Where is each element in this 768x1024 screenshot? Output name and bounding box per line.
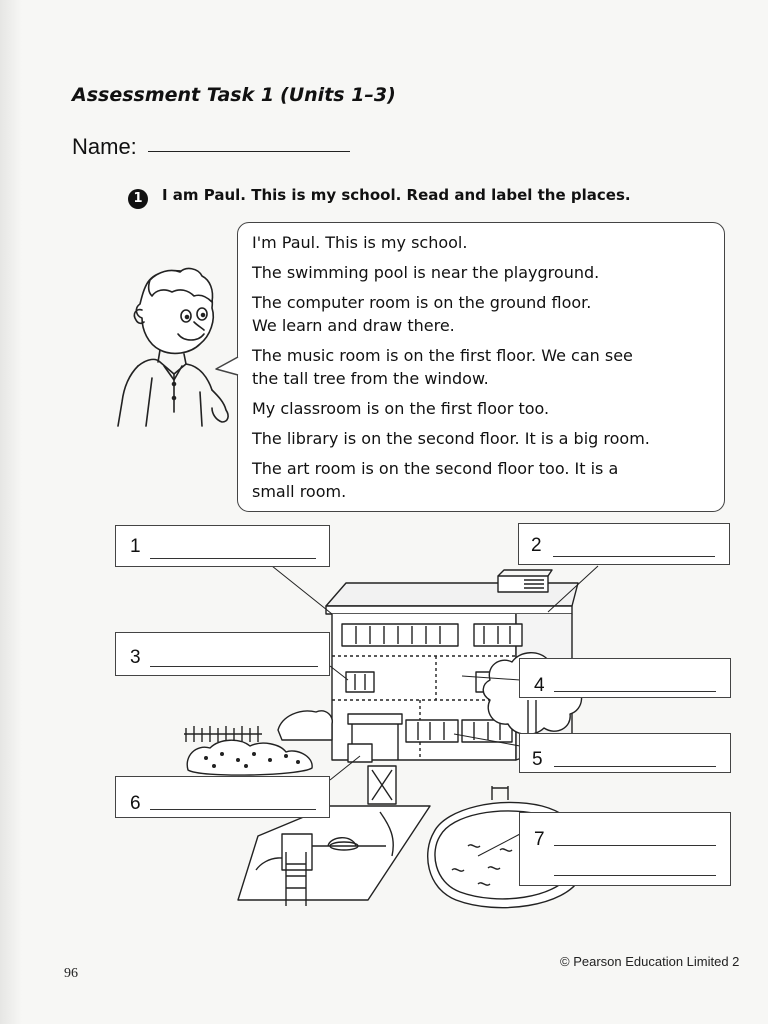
label-answer-line[interactable] [554,875,716,876]
label-box-1 [115,525,330,567]
bubble-line: The art room is on the second floor too. It is a [252,459,619,478]
boy-illustration [108,262,238,428]
speech-bubble [237,222,725,512]
label-number: 1 [130,536,141,557]
bubble-line: I'm Paul. This is my school. [252,233,468,252]
bubble-tail [214,355,240,379]
label-number: 7 [534,829,545,850]
label-number: 6 [130,793,141,814]
name-label: Name: [72,134,137,159]
label-box-5 [519,733,731,773]
label-number: 4 [534,675,545,696]
title-units: (Units 1–3) [280,84,396,106]
question-instruction: I am Paul. This is my school. Read and label the places. [162,186,631,204]
label-answer-line[interactable] [554,845,716,846]
label-answer-line[interactable] [150,809,316,810]
copyright-notice: © Pearson Education Limited 2 [560,954,740,969]
bubble-line: small room. [252,482,347,501]
label-answer-line[interactable] [150,666,318,667]
title-text: Assessment Task 1 [72,84,275,106]
bubble-line: The computer room is on the ground floor. [252,293,592,312]
page-binding-shadow [0,0,22,1024]
bubble-line: The music room is on the first floor. We can see [252,346,633,365]
label-number: 5 [532,749,543,770]
bubble-line: My classroom is on the first floor too. [252,399,550,418]
name-answer-line[interactable] [148,151,350,152]
label-box-2 [518,523,730,565]
label-answer-line[interactable] [554,691,716,692]
label-number: 2 [531,535,542,556]
label-box-6 [115,776,330,818]
label-box-7 [519,812,731,886]
label-box-3 [115,632,330,676]
label-answer-line[interactable] [553,556,715,557]
page-title [72,84,396,106]
page-number: 96 [64,966,78,981]
label-answer-line[interactable] [150,558,316,559]
bubble-line: the tall tree from the window. [252,369,489,388]
bubble-line: We learn and draw there. [252,316,455,335]
question-number-badge: 1 [128,189,148,209]
label-number: 3 [130,647,141,668]
label-box-4 [519,658,731,698]
bubble-line: The library is on the second floor. It is a big room. [252,429,650,448]
bubble-line: The swimming pool is near the playground. [252,263,600,282]
label-answer-line[interactable] [554,766,716,767]
